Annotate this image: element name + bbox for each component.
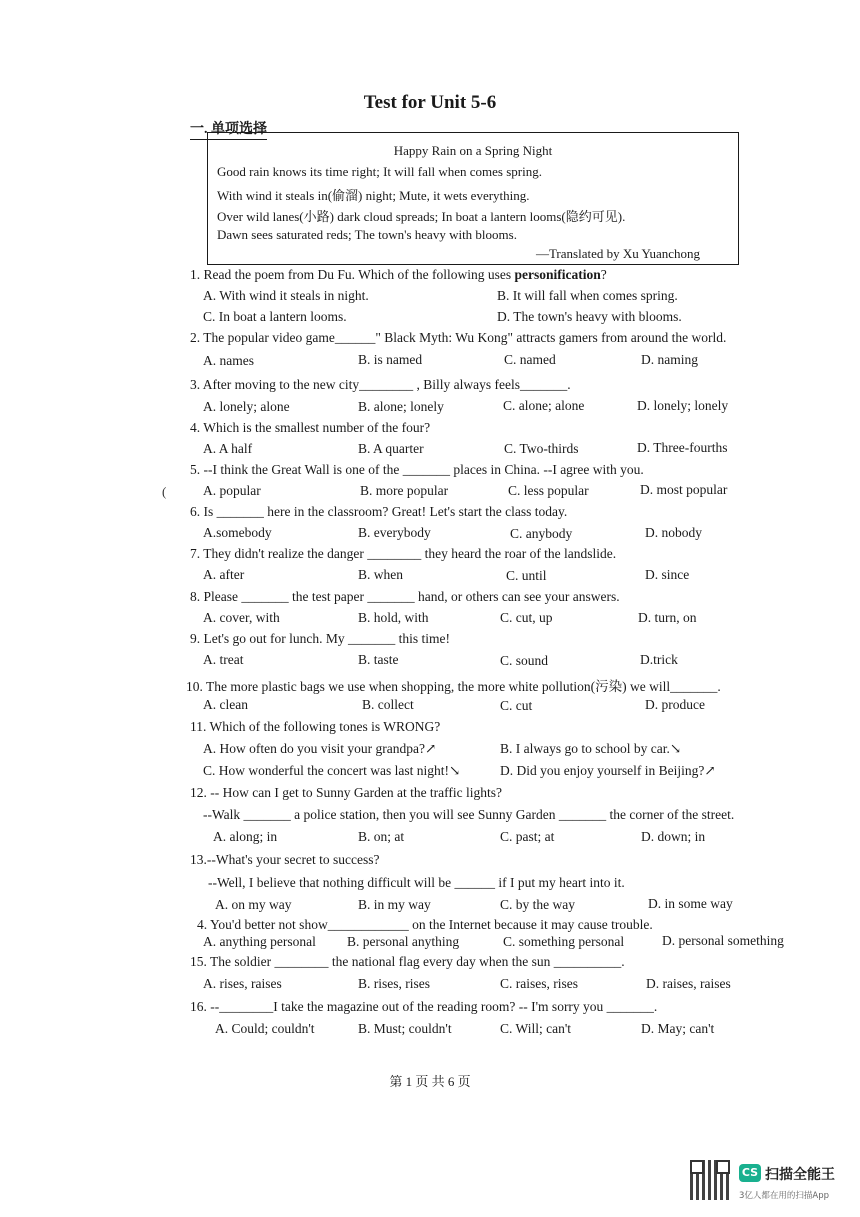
option-c[interactable]: C. something personal bbox=[503, 934, 625, 949]
option-b[interactable]: B. Must; couldn't bbox=[358, 1021, 452, 1036]
option-d[interactable]: D. in some way bbox=[648, 896, 733, 911]
option-a[interactable]: A. after bbox=[203, 567, 245, 582]
question-2: 2. The popular video game______" Black Myth: Wu Kong" attracts gamers from around the world. bbox=[190, 330, 727, 345]
poem-credit: —Translated by Xu Yuanchong bbox=[535, 246, 700, 261]
option-c[interactable]: C. less popular bbox=[508, 483, 589, 498]
option-a[interactable]: A. names bbox=[203, 353, 254, 368]
watermark-brand: 扫描全能王 bbox=[765, 1167, 835, 1183]
question-4: 4. Which is the smallest number of the four? bbox=[190, 420, 431, 435]
poem-line: With wind it steals in(偷溜) night; Mute, it wets everything. bbox=[217, 188, 530, 203]
option-d[interactable]: D. produce bbox=[645, 697, 705, 712]
option-a[interactable]: A.somebody bbox=[203, 525, 272, 540]
option-c[interactable]: C. past; at bbox=[500, 829, 555, 844]
option-a[interactable]: A. With wind it steals in night. bbox=[203, 288, 369, 303]
option-c[interactable]: C. How wonderful the concert was last night!↘ bbox=[203, 763, 461, 778]
camscanner-logo: CS bbox=[739, 1164, 761, 1182]
question-stem-end: ? bbox=[600, 267, 607, 282]
question-12-reply: --Walk _______ a police station, then you will see Sunny Garden _______ the corner of the street. bbox=[203, 807, 735, 822]
option-a[interactable]: A. anything personal bbox=[203, 934, 316, 949]
option-d[interactable]: D. May; can't bbox=[641, 1021, 715, 1036]
poem-line: Dawn sees saturated reds; The town's heavy with blooms. bbox=[217, 227, 517, 242]
option-b[interactable]: B. A quarter bbox=[358, 441, 424, 456]
option-a[interactable]: A. along; in bbox=[213, 829, 278, 844]
option-c[interactable]: C. Two-thirds bbox=[504, 441, 579, 456]
option-b[interactable]: B. on; at bbox=[358, 829, 405, 844]
option-a[interactable]: A. treat bbox=[203, 652, 244, 667]
option-b[interactable]: B. collect bbox=[362, 697, 414, 712]
page-title: Test for Unit 5-6 bbox=[363, 92, 497, 113]
option-c[interactable]: C. cut, up bbox=[500, 610, 553, 625]
option-c[interactable]: C. raises, rises bbox=[500, 976, 578, 991]
question-stem: 1. Read the poem from Du Fu. Which of the following uses bbox=[190, 267, 515, 282]
section-heading: 一. 单项选择 bbox=[190, 118, 267, 140]
option-a[interactable]: A. How often do you visit your grandpa?↗ bbox=[203, 741, 437, 756]
question-5: 5. --I think the Great Wall is one of the _______ places in China. --I agree with you. bbox=[190, 462, 644, 477]
poem-box bbox=[207, 132, 739, 265]
option-b[interactable]: B. alone; lonely bbox=[358, 399, 444, 414]
option-b[interactable]: B. more popular bbox=[360, 483, 449, 498]
option-b[interactable]: B. rises, rises bbox=[358, 976, 430, 991]
option-b[interactable]: B. when bbox=[358, 567, 403, 582]
option-a[interactable]: A. rises, raises bbox=[203, 976, 282, 991]
option-c[interactable]: C. In boat a lantern looms. bbox=[203, 309, 347, 324]
option-d[interactable]: D. Three-fourths bbox=[637, 440, 728, 455]
option-d[interactable]: D. turn, on bbox=[638, 610, 697, 625]
option-c[interactable]: C. alone; alone bbox=[503, 398, 585, 413]
poem-line: Good rain knows its time right; It will fall when comes spring. bbox=[217, 164, 542, 179]
option-a[interactable]: A. lonely; alone bbox=[203, 399, 290, 414]
option-b[interactable]: B. It will fall when comes spring. bbox=[497, 288, 678, 303]
option-d[interactable]: D. raises, raises bbox=[646, 976, 731, 991]
poem-title: Happy Rain on a Spring Night bbox=[393, 143, 553, 158]
option-d[interactable]: D. most popular bbox=[640, 482, 728, 497]
question-13: 13.--What's your secret to success? bbox=[190, 852, 380, 867]
watermark-tagline: 3亿人都在用的扫描App bbox=[739, 1191, 830, 1201]
option-a[interactable]: A. A half bbox=[203, 441, 253, 456]
option-b[interactable]: B. personal anything bbox=[347, 934, 460, 949]
option-d[interactable]: D. lonely; lonely bbox=[637, 398, 729, 413]
question-11: 11. Which of the following tones is WRONG? bbox=[190, 719, 441, 734]
option-a[interactable]: A. cover, with bbox=[203, 610, 280, 625]
poem-line: Over wild lanes(小路) dark cloud spreads; In boat a lantern looms(隐约可见). bbox=[217, 209, 626, 224]
option-b[interactable]: B. is named bbox=[358, 352, 423, 367]
option-d[interactable]: D. Did you enjoy yourself in Beijing?↗ bbox=[500, 763, 716, 778]
option-b[interactable]: B. hold, with bbox=[358, 610, 429, 625]
question-7: 7. They didn't realize the danger ________ they heard the roar of the landslide. bbox=[190, 546, 617, 561]
option-a[interactable]: A. on my way bbox=[215, 897, 292, 912]
option-d[interactable]: D. naming bbox=[641, 352, 698, 367]
question-stem-bold: personification bbox=[514, 267, 601, 282]
option-a[interactable]: A. Could; couldn't bbox=[215, 1021, 315, 1036]
option-b[interactable]: B. in my way bbox=[358, 897, 431, 912]
question-12: 12. -- How can I get to Sunny Garden at the traffic lights? bbox=[190, 785, 503, 800]
question-10: 10. The more plastic bags we use when shopping, the more white pollution(污染) we will_______. bbox=[186, 679, 721, 694]
option-c[interactable]: C. until bbox=[506, 568, 547, 583]
option-c[interactable]: C. named bbox=[504, 352, 556, 367]
option-b[interactable]: B. taste bbox=[358, 652, 399, 667]
qr-code-icon bbox=[690, 1160, 730, 1200]
option-a[interactable]: A. clean bbox=[203, 697, 248, 712]
question-6: 6. Is _______ here in the classroom? Great! Let's start the class today. bbox=[190, 504, 568, 519]
question-8: 8. Please _______ the test paper _______ hand, or others can see your answers. bbox=[190, 589, 620, 604]
question-3: 3. After moving to the new city________ , Billy always feels_______. bbox=[190, 377, 571, 392]
option-d[interactable]: D. The town's heavy with blooms. bbox=[497, 309, 682, 324]
option-a[interactable]: A. popular bbox=[203, 483, 261, 498]
option-b[interactable]: B. I always go to school by car.↘ bbox=[500, 741, 682, 756]
question-9: 9. Let's go out for lunch. My _______ this time! bbox=[190, 631, 451, 646]
margin-mark: ( bbox=[162, 484, 167, 499]
question-14: 4. You'd better not show____________ on the Internet because it may cause trouble. bbox=[197, 917, 653, 932]
option-c[interactable]: C. by the way bbox=[500, 897, 575, 912]
question-1 bbox=[190, 267, 607, 283]
option-c[interactable]: C. sound bbox=[500, 653, 549, 668]
option-d[interactable]: D. nobody bbox=[645, 525, 702, 540]
option-c[interactable]: C. cut bbox=[500, 698, 533, 713]
option-c[interactable]: C. Will; can't bbox=[500, 1021, 572, 1036]
option-d[interactable]: D. since bbox=[645, 567, 690, 582]
option-d[interactable]: D.trick bbox=[640, 652, 678, 667]
option-c[interactable]: C. anybody bbox=[510, 526, 573, 541]
option-d[interactable]: D. down; in bbox=[641, 829, 706, 844]
page-number: 第 1 页 共 6 页 bbox=[389, 1074, 471, 1089]
question-16: 16. --________I take the magazine out of the reading room? -- I'm sorry you _______. bbox=[190, 999, 658, 1014]
option-b[interactable]: B. everybody bbox=[358, 525, 431, 540]
question-13-reply: --Well, I believe that nothing difficult will be ______ if I put my heart into it. bbox=[208, 875, 625, 890]
question-15: 15. The soldier ________ the national flag every day when the sun __________. bbox=[190, 954, 625, 969]
option-d[interactable]: D. personal something bbox=[662, 933, 784, 948]
